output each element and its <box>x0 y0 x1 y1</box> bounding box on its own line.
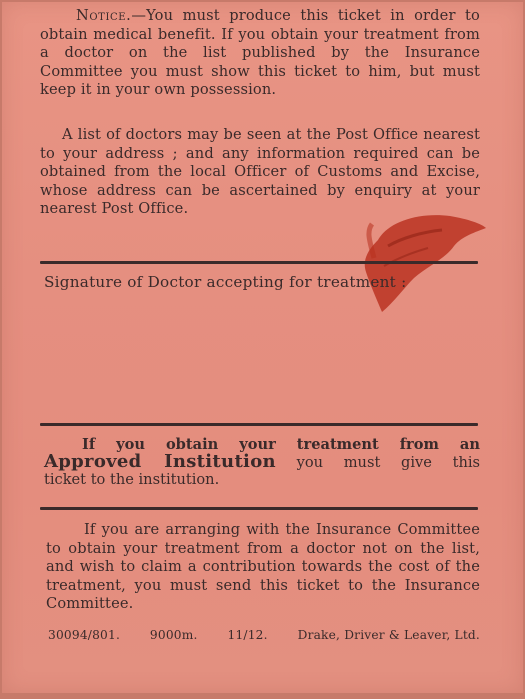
institution-line-3: ticket to the institution. <box>44 471 220 488</box>
notice-lead: Notice. <box>76 7 132 24</box>
form-number: 30094/801. <box>48 628 121 642</box>
institution-line-2 <box>44 453 480 471</box>
institution-line-1: If you obtain your treatment from an <box>82 436 480 453</box>
doctor-signature-label: Signature of Doctor accepting for treatment : <box>44 273 407 291</box>
institution-line-2-rest: you must give this <box>296 454 481 471</box>
approved-institution-heading: Approved Institution <box>44 451 276 472</box>
divider-rule <box>40 423 478 426</box>
printer-imprint <box>48 628 480 642</box>
insurance-committee-paragraph: If you are arranging with the Insurance Committee to obtain your treatment from a doctor not on the list, and wish to claim a contribution towards the cost of the treatment, you must send this ticket to the Insurance Committee. <box>46 521 480 613</box>
divider-rule <box>40 507 478 510</box>
approved-institution-paragraph <box>44 436 480 488</box>
notice-text: —You must produce this ticket in order to obtain medical benefit. If you obtain your treatment from a doctor on the list published by the Insurance Committee you must show this ticket to him, but must keep it in your own possession. <box>40 7 480 99</box>
doctors-list-paragraph: A list of doctors may be seen at the Post Office nearest to your address ; and any information required can be obtained from the local Officer of Customs and Excise, whose address can be ascertained by enquiry at your nearest Post Office. <box>40 126 480 218</box>
print-date: 11/12. <box>227 628 268 642</box>
printer-name: Drake, Driver & Leaver, Ltd. <box>297 628 480 642</box>
medical-ticket-card <box>2 2 523 693</box>
print-quantity: 9000m. <box>149 628 198 642</box>
divider-rule <box>40 261 478 264</box>
notice-paragraph <box>40 7 480 100</box>
